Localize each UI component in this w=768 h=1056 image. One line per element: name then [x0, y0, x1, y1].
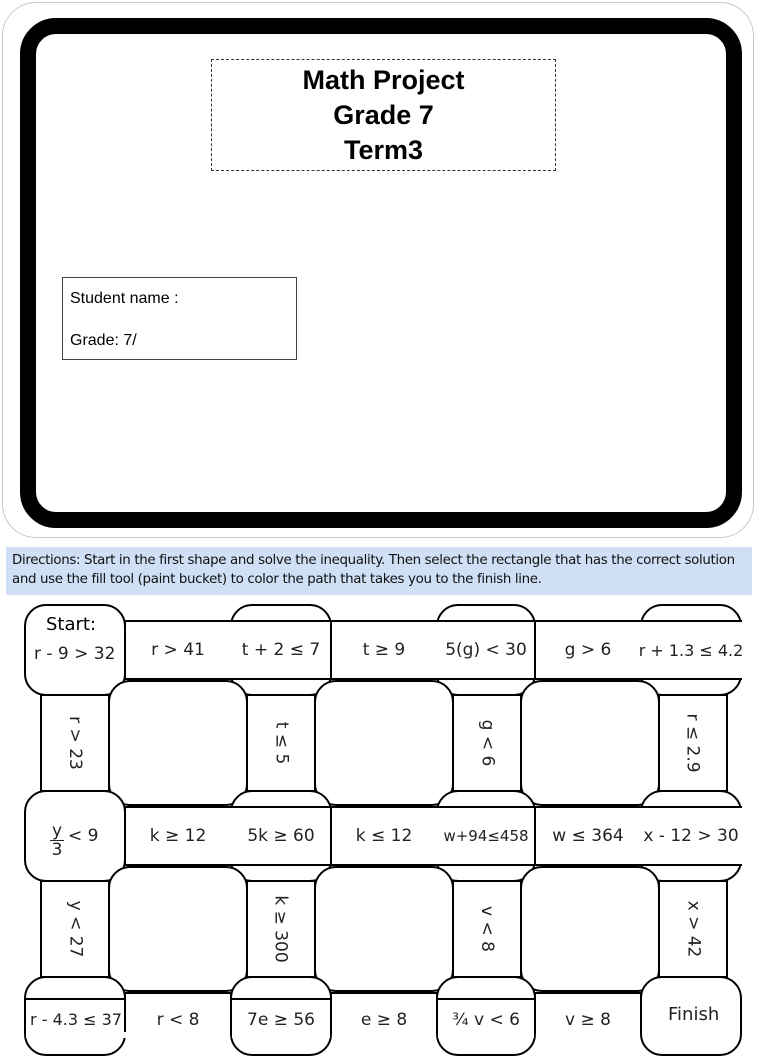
title-line-3: Term3 [343, 134, 424, 165]
maze-cell[interactable]: 7e ≥ 56 [232, 998, 330, 1038]
maze-cell[interactable]: w+94≤458 [436, 806, 536, 866]
fraction-inequality: $\frac{y}{3}$ [51, 821, 63, 860]
maze-cell[interactable]: 5k ≥ 60 [230, 806, 332, 866]
directions-banner: Directions: Start in the first shape and solve the inequality. Then select the rectangle that has the correct solution and use the fill tool (paint bucket) to color the path that takes you to the finish line. [6, 547, 752, 595]
maze-cell[interactable]: k ≥ 12 [124, 806, 232, 866]
maze-cell[interactable]: 5(g) < 30 [436, 620, 536, 680]
finish-label: Finish [668, 1004, 720, 1025]
maze-junction[interactable] [520, 866, 660, 992]
maze-cell[interactable]: r < 8 [124, 992, 232, 1032]
maze-cell[interactable]: r + 1.3 ≤ 4.2 [640, 620, 742, 680]
maze-cell[interactable]: t + 2 ≤ 7 [230, 620, 332, 680]
maze-cell[interactable]: t ≥ 9 [330, 620, 438, 680]
maze-cell[interactable]: g < 6 [452, 694, 522, 792]
fraction-inequality-rest: < 9 [68, 826, 99, 846]
maze-junction[interactable] [108, 866, 248, 992]
maze-junction[interactable] [314, 680, 454, 806]
maze-cell[interactable]: k ≤ 12 [330, 806, 438, 866]
maze-cell[interactable]: r - 4.3 ≤ 37 [26, 998, 126, 1038]
grade-label: Grade: 7/ [70, 332, 137, 349]
maze-cell[interactable]: v < 8 [452, 880, 522, 978]
maze-cell[interactable]: x > 42 [658, 880, 728, 978]
maze-cell[interactable]: g > 6 [534, 620, 642, 680]
maze-cell[interactable]: y < 27 [40, 880, 110, 978]
start-inequality: r - 9 > 32 [34, 644, 116, 664]
title-box [211, 59, 556, 171]
title-line-2: Grade 7 [333, 99, 434, 130]
maze-cell[interactable]: r > 23 [40, 694, 110, 792]
maze-cell[interactable]: v ≥ 8 [534, 992, 642, 1032]
maze-cell[interactable]: r ≤ 2.9 [658, 694, 728, 792]
maze-junction[interactable] [520, 680, 660, 806]
maze-junction[interactable] [314, 866, 454, 992]
student-info-box [62, 277, 297, 360]
maze-junction[interactable] [108, 680, 248, 806]
maze-cell[interactable]: ¾ v < 6 [438, 998, 534, 1038]
maze-cell[interactable]: e ≥ 8 [330, 992, 438, 1032]
maze-cell[interactable]: x - 12 > 30 [640, 806, 742, 866]
maze-cell[interactable]: r > 41 [124, 620, 232, 680]
student-name-label: Student name : [70, 290, 179, 307]
maze-cell[interactable]: w ≤ 364 [534, 806, 642, 866]
maze-cell[interactable]: k ≥ 300 [246, 880, 316, 978]
start-label: Start: [46, 614, 97, 635]
title-line-1: Math Project [302, 64, 465, 95]
maze-cell[interactable]: t ≤ 5 [246, 694, 316, 792]
inequality-maze [0, 600, 768, 1030]
